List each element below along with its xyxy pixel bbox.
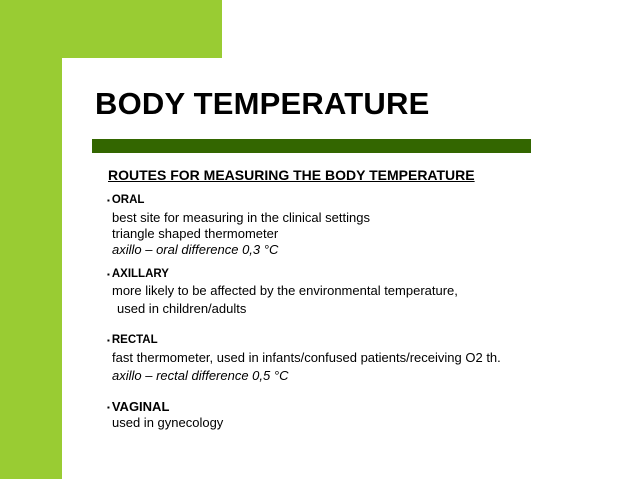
route-name: ORAL — [111, 194, 145, 206]
route-detail: used in children/adults — [117, 301, 247, 316]
decorative-green-panel-left — [0, 0, 62, 479]
bullet-icon: ▪ — [107, 269, 110, 279]
route-detail: best site for measuring in the clinical settings — [112, 210, 370, 225]
route-name: RECTAL — [111, 334, 158, 346]
slide-title: BODY TEMPERATURE — [95, 86, 430, 121]
route-detail: triangle shaped thermometer — [112, 226, 279, 241]
route-oral — [107, 192, 370, 258]
route-axillary — [107, 266, 458, 317]
route-name: VAGINAL — [111, 399, 170, 414]
route-detail: axillo – oral difference 0,3 °C — [112, 242, 279, 257]
bullet-icon: ▪ — [107, 402, 110, 412]
route-header — [107, 399, 223, 415]
section-heading: ROUTES FOR MEASURING THE BODY TEMPERATURE — [108, 167, 475, 183]
route-detail: axillo – rectal difference 0,5 °C — [112, 368, 289, 383]
title-underline-bar — [92, 139, 531, 153]
decorative-green-panel-top — [0, 0, 222, 58]
route-header — [107, 266, 458, 282]
route-header — [107, 192, 370, 208]
route-detail: used in gynecology — [112, 415, 224, 430]
bullet-icon: ▪ — [107, 195, 110, 205]
route-rectal — [107, 332, 501, 384]
route-vaginal — [107, 399, 223, 431]
route-header — [107, 332, 501, 348]
route-detail: fast thermometer, used in infants/confused patients/receiving O2 th. — [112, 350, 501, 365]
bullet-icon: ▪ — [107, 335, 110, 345]
route-detail: more likely to be affected by the environmental temperature, — [112, 283, 458, 298]
route-name: AXILLARY — [111, 268, 169, 280]
